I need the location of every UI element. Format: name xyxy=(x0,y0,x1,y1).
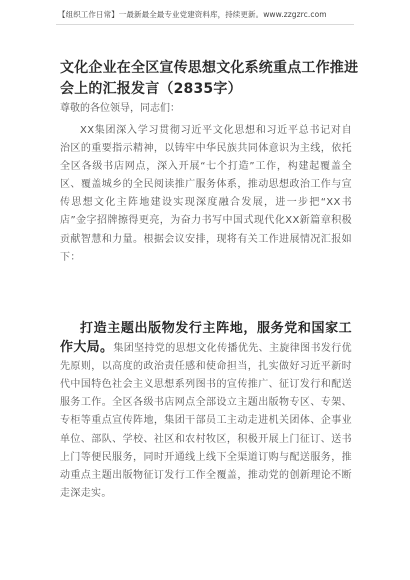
salutation: 尊敬的各位领导，同志们： xyxy=(60,103,180,114)
page-header: 【组织工作日常】一最新最全最专业党建资料库，持续更新。www.zzgzrc.com xyxy=(58,10,327,19)
header-divider xyxy=(56,24,354,25)
section-heading: 打造主题出版物发行主阵地，服务党和国家工作大局。 xyxy=(60,321,352,356)
body-paragraph xyxy=(60,320,352,503)
section-body: 集团坚持党的思想文化传播优先、主旋律图书发行优先原则，以高度的政治责任感和使命担当，扎实做好习近平新时代中国特色社会主义思想系列图书的宣传推广、征订发行和配送服务工作。全区各级书店网点全部设立主题出版物专区、专架、专柜等重点宣传阵地，集团干部员工主动走进机关团体、企事业单位、部队、学校、社区和农村牧区，积极开展上门征订、送书上门等便民服务，同时开通线上线下全渠道订购与配送服务，推动重点主题出版物征订发行工作全覆盖，推动党的创新理论不断走深走实。 xyxy=(60,343,352,499)
document-title: 文化企业在全区宣传思想文化系统重点工作推进会上的汇报发言（2835字） xyxy=(60,60,359,97)
body-paragraph: XX集团深入学习贯彻习近平文化思想和习近平总书记对自治区的重要指示精神，以铸牢中华民族共同体意识为主线，依托全区各级书店网点，深入开展“七个打造”工作，构建起覆盖全区、覆盖城乡的全民阅读推广服务体系，推动思想政治工作与宣传思想文化主阵地建设实现深度融合发展，进一步把“XX书店”金字招牌擦得更亮，为奋力书写中国式现代化XX新篇章积极贡献智慧和力量。根据会议安排，现将有关工作进展情况汇报如下： xyxy=(60,125,352,263)
